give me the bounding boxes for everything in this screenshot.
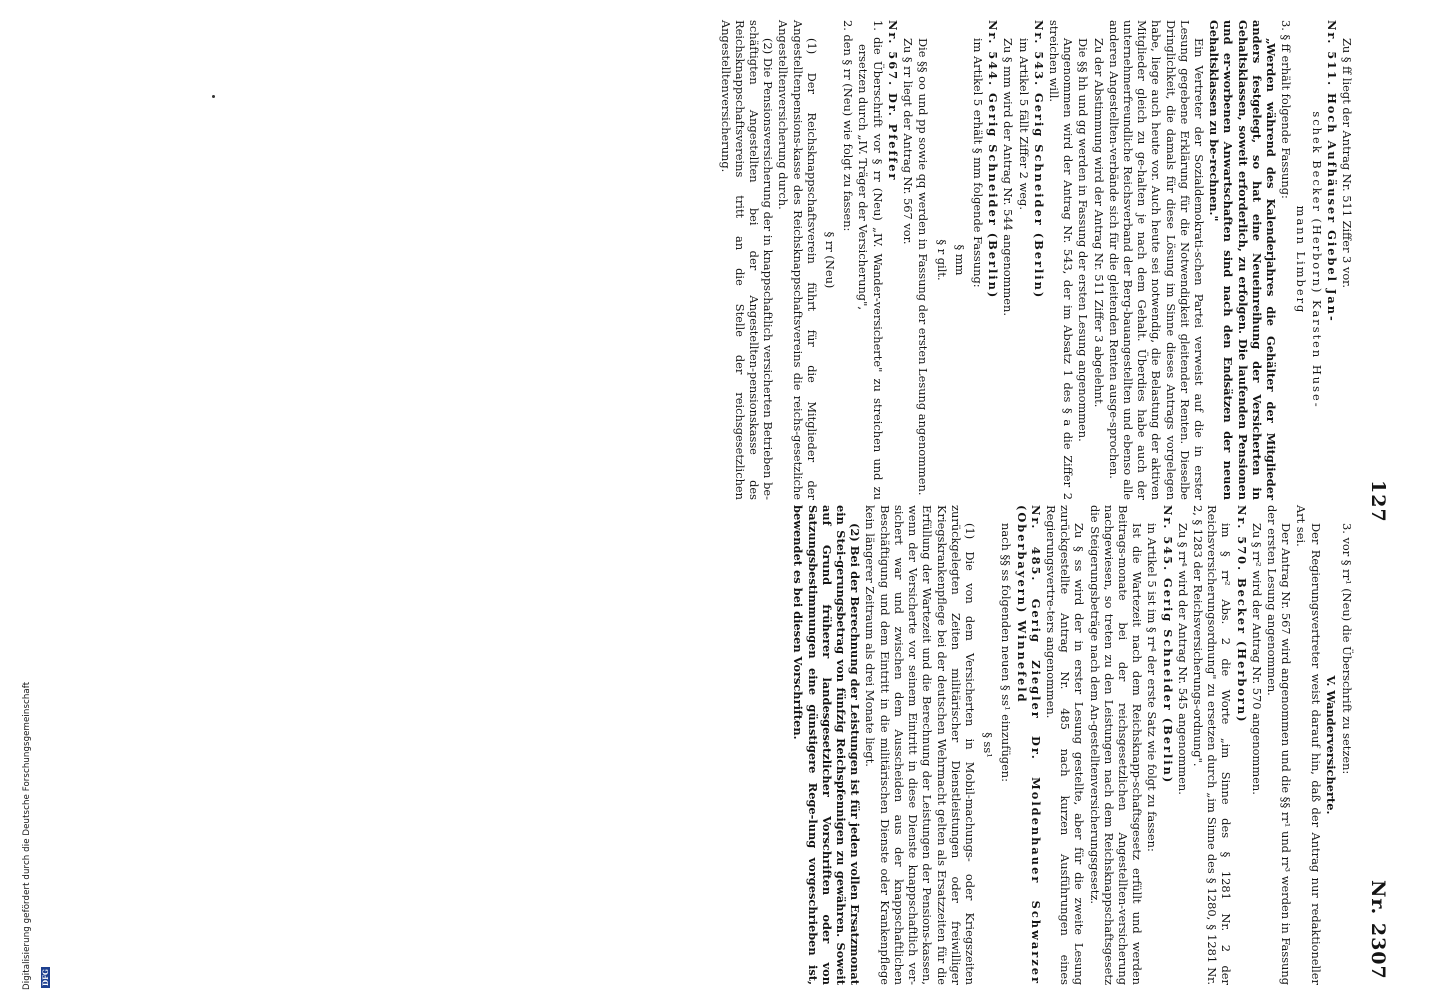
paragraph: Zu der Abstimmung wird der Antrag Nr. 511 Ziffer 3 abgelehnt. bbox=[1091, 38, 1106, 408]
motion-text: im § rr² Abs. 2 die Worte „im Sinne des § 1281 Nr. 2 der Reichsversicherungsordnung" zu ersetzen durch „im Sinne des § 1280, § 1281 Nr. 2, § 1283 der Reichsversicherungs-ordnung". bbox=[1190, 505, 1234, 985]
paragraph: Ein Vertreter der Sozialdemokrati-schen Partei verweist auf die in erster Lesung gegebene Erklärung für die Notwendigkeit gleitender Renten. Dieselbe Dringlichkeit, die damals für diese Lösung im Sinne dieses Antrags vorgelegen habe, liege auch heute vor. Auch heute sei notwendig, die Belastung der aktiven Mitglieder gleich zu ge-halten je nach dem Gehalt. Überdies habe auch der unternehmerfreundliche Reichsverband der Berg-bauangestellten und ebenso alle anderen Angestellten-verbände sich für die gleitenden Renten ausge-sprochen. bbox=[1106, 20, 1206, 500]
column-right bbox=[790, 505, 1354, 985]
motion-text: in Artikel 5 ist im § rr⁴ der erste Satz wie folgt zu fassen: bbox=[1145, 523, 1160, 852]
motion-item: 3. vor § rr¹ (Neu) die Überschrift zu setzen: bbox=[1340, 523, 1354, 775]
motion-item: 1. die Überschrift vor § rr (Neu) „IV. Wander-versicherte" zu streichen und zu ersetzen durch „IV. Träger der Versicherung", bbox=[856, 20, 885, 500]
paragraph: Der Antrag Nr. 567 wird angenommen und die §§ rr¹ und rr³ werden in Fassung der ersten Lesung angenommen. bbox=[1264, 505, 1294, 985]
motion-item: 2. den § rr (Neu) wie folgt zu fassen: bbox=[841, 20, 856, 232]
motion-text: (1) Der Reichsknappschaftsverein führt für die Mitglieder der Angestelltenpensions-kasse des Reichsknappschaftsvereins die reichs-gesetzliche Angestelltenversicherung durch. bbox=[776, 20, 819, 500]
print-number: Nr. 2307 bbox=[1367, 880, 1389, 980]
motion-text: im Artikel 5 fällt Ziffer 2 weg. bbox=[1016, 38, 1031, 210]
motion-text: (2) Bei der Berechnung der Leistungen ist für jeden vollen Ersatzmonat ein Stei-gerungsbetrag von fünfzig Reichspfennigen zu gewähren. Soweit auf Grund früherer landesgesetzlicher Vorschriften oder von Satzungsbestimmungen eine günstigere Rege-lung vorgeschrieben ist, bewendet es bei diesen Vorschriften. bbox=[791, 505, 863, 985]
paragraph: Zu § rr⁴ wird der Antrag Nr. 545 angenommen. bbox=[1175, 523, 1190, 795]
motion-signers: mann Limberg bbox=[1294, 205, 1309, 315]
paragraph: Der Regierungsvertreter weist darauf hin, daß der Antrag nur redaktioneller Art sei. bbox=[1294, 505, 1323, 985]
motion-signers: schek Becker (Herborn) Karsten Huse- bbox=[1309, 111, 1324, 409]
motion-text: (2) Die Pensionsversicherung der in knappschaftlich versicherten Betrieben be-schäftigten Angestellten bei der Angestellten-pensionskasse des Reichsknappschaftsvereins tritt an die Stelle der reichsgesetzlichen Angestelltenversicherung. bbox=[718, 20, 776, 500]
motion-heading: Nr. 543. Gerig Schneider (Berlin) bbox=[1031, 20, 1046, 300]
section-mark: § mm bbox=[952, 244, 967, 276]
section-mark: § rr (Neu) bbox=[823, 231, 838, 289]
paragraph: Die §§ oo und pp sowie qq werden in Fassung der ersten Lesung angenommen. bbox=[916, 38, 931, 496]
column-left bbox=[717, 20, 1354, 500]
scan-speck bbox=[212, 95, 215, 98]
motion-heading: Nr. 544. Gerig Schneider (Berlin) bbox=[986, 20, 1001, 300]
paragraph: Zu § ss wird der in erster Lesung gestellte, aber für die zweite Lesung zurückgestellte Antrag Nr. 485 nach kurzen Ausführungen eines Regierungsvertre-ters angenommen. bbox=[1043, 505, 1087, 985]
paragraph: Zu § mm wird der Antrag Nr. 544 angenommen. bbox=[1001, 38, 1016, 316]
motion-heading: Nr. 545. Gerig Schneider (Berlin) bbox=[1160, 505, 1175, 785]
motion-heading: Nr. 570. Becker (Herborn) bbox=[1234, 505, 1249, 724]
paragraph: Zu § ff liegt der Antrag Nr. 511 Ziffer 3 vor. bbox=[1340, 38, 1354, 288]
page-number: 127 bbox=[1367, 480, 1389, 523]
section-heading: V. Wanderversicherte. bbox=[1323, 675, 1338, 815]
motion-heading: Nr. 485. Gerig Ziegler Dr. Moldenhauer Schwarzer (Oberbayern) Winnefeld bbox=[1014, 505, 1043, 985]
motion-text: Ist die Wartezeit nach dem Reichsknapp-schaftsgesetz erfüllt und werden Beitrags-monate bei der reichsgesetzlichen Angestellten-versicherung nachgewiesen, so treten zu den Leistungen nach dem Reichsknappschaftsgesetz die Steigerungsbeträge nach dem An-gestelltenversicherungsgesetz. bbox=[1087, 505, 1145, 985]
paragraph: Zu § rr liegt der Antrag Nr. 567 vor. bbox=[901, 38, 916, 245]
motion-heading: Nr. 511. Hoch Aufhäuser Giebel Jan- bbox=[1324, 20, 1339, 323]
funding-note-wrapper bbox=[14, 682, 52, 990]
section-mark: § r gilt. bbox=[934, 239, 949, 281]
motion-text: im Artikel 5 erhält § mm folgende Fassung: bbox=[970, 38, 985, 288]
section-mark: § ss¹ bbox=[981, 732, 996, 758]
paragraph: Angenommen wird der Antrag Nr. 543, der im Absatz 1 des § a die Ziffer 2 streichen will. bbox=[1046, 20, 1076, 500]
motion-text: (1) Die von dem Versicherten in Mobil-machungs- oder Kriegszeiten zurückgelegten Zeiten militärischer Dienstleistungen oder freiwilliger Kriegskrankenpflege bei der deutschen Wehrmacht gelten als Ersatzzeiten für die Erfüllung der Wartezeit und die Berechnung der Leistungen der Pensions-kassen, wenn der Versicherte vor seinem Eintritt in diese Dienste knappschaftlich ver-sichert war und zwischen dem Ausscheiden aus der knappschaftlichen Beschäftigung und dem Eintritt in die militärischen Dienste oder Krankenpflege kein längerer Zeitraum als drei Monate liegt. bbox=[863, 505, 977, 985]
funding-note: Digitalisierung gefördert durch die Deutsche Forschungsgemeinschaft bbox=[22, 681, 32, 990]
paragraph: Zu § rr² wird der Antrag Nr. 570 angenommen. bbox=[1249, 523, 1264, 795]
footer-strip bbox=[0, 0, 50, 1000]
motion-heading: Nr. 567. Dr. Pfeffer bbox=[885, 20, 900, 182]
motion-text: „Werden während des Kalenderjahres die Gehälter der Mitglieder anders festgelegt, so hat eine Neueinreihung der Versicherten in Gehaltsklassen, soweit erforderlich, zu erfolgen. Die laufenden Pensionen und er-worbenen Anwartschaften sind nach den Endsätzen der neuen Gehaltsklassen zu be-rechnen." bbox=[1207, 20, 1278, 500]
paragraph: Die §§ hh und gg werden in Fassung der ersten Lesung angenommen. bbox=[1076, 38, 1091, 442]
dfg-logo: DFG bbox=[41, 968, 50, 986]
motion-text: nach §§ ss folgenden neuen § ss¹ einzufügen: bbox=[999, 523, 1014, 782]
motion-item: 3. § ff erhält folgende Fassung: bbox=[1279, 20, 1294, 199]
